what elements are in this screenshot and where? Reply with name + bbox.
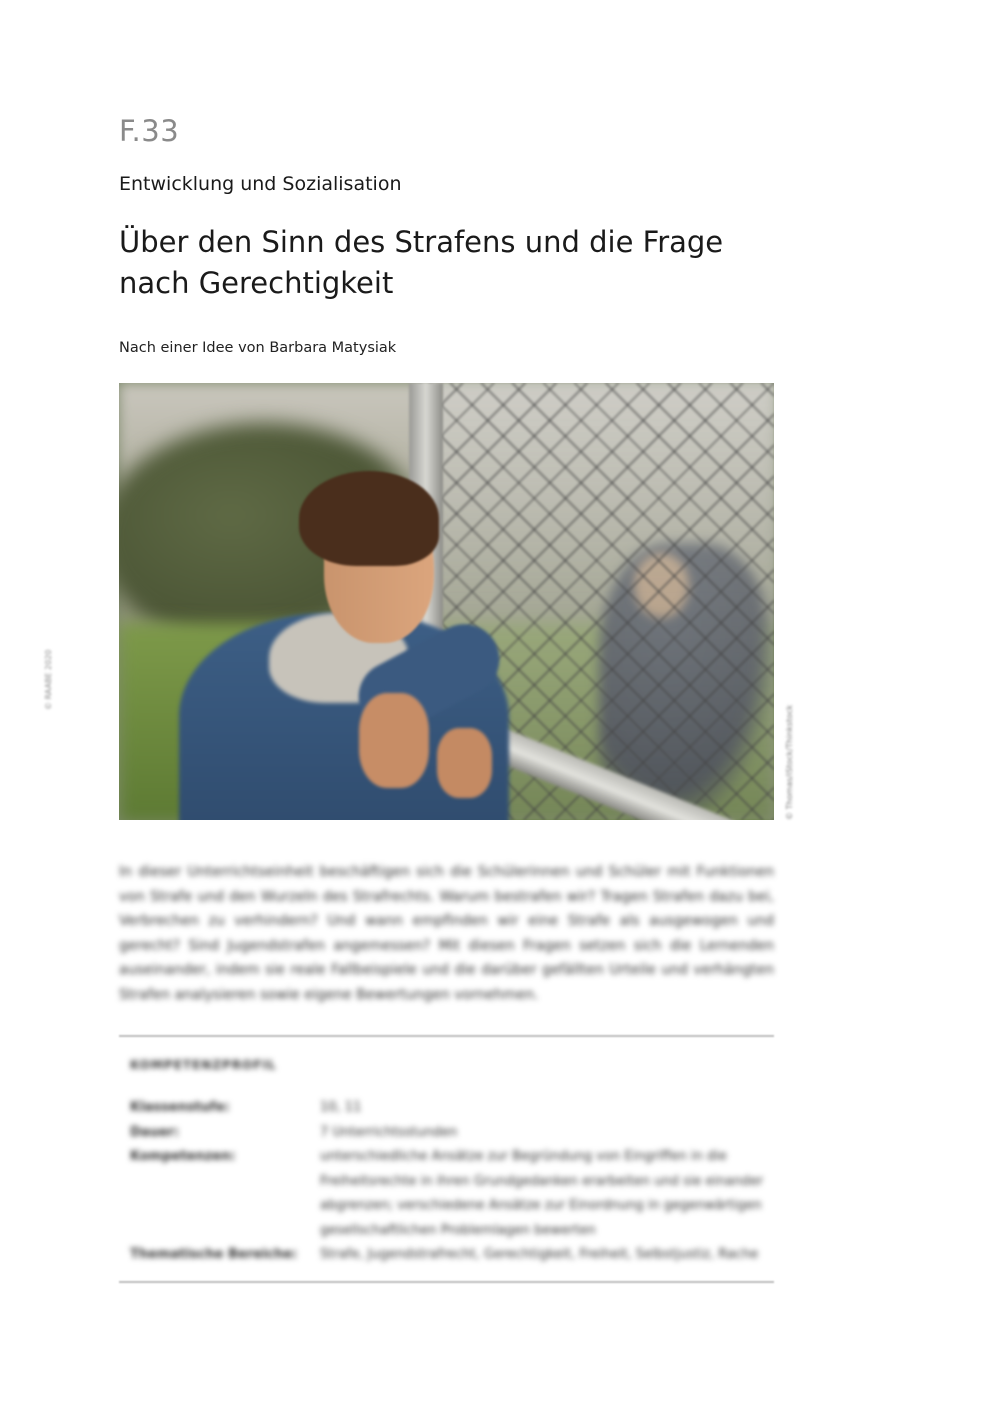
profile-table	[130, 1096, 770, 1268]
section-kicker: Entwicklung und Sozialisation	[119, 173, 402, 195]
profile-key: Klassenstufe:	[130, 1100, 230, 1115]
table-row	[130, 1145, 770, 1243]
profile-value: Strafe, Jugendstrafrecht, Gerechtigkeit, Freiheit, Selbstjustiz, Rache	[320, 1247, 759, 1262]
profile-key: Kompetenzen:	[130, 1149, 236, 1164]
photo-boy-hand	[359, 693, 429, 788]
chapter-number: F.33	[119, 114, 180, 148]
competence-profile	[130, 1058, 770, 1268]
profile-rule-bottom	[119, 1281, 774, 1283]
table-row	[130, 1096, 770, 1121]
page-title: Über den Sinn des Strafens und die Frage nach Gerechtigkeit	[119, 225, 724, 300]
profile-key: Dauer:	[130, 1124, 180, 1140]
profile-key: Thematische Bereiche:	[130, 1247, 298, 1262]
side-copyright: © RAABE 2020	[44, 649, 53, 710]
profile-value: 7 Unterrichtsstunden	[320, 1124, 458, 1140]
profile-rule-top	[119, 1035, 774, 1037]
cover-photo	[119, 383, 774, 820]
photo-boy-hand-right	[437, 728, 492, 798]
author-line: Nach einer Idee von Barbara Matysiak	[119, 340, 397, 356]
intro-paragraph: In dieser Unterrichtseinheit beschäftigen sich die Schülerinnen und Schüler mit Funktionen von Strafe und den Wurzeln des Strafrechts. Warum bestrafen wir? Tragen Strafen dazu bei, Verbrechen zu verhindern? Und wann empfinden wir eine Strafe als ausgewogen und gerecht? Sind Jugendstrafen angemessen? Mit diesen Fragen setzen sich die Lernenden auseinander, indem sie reale Fallbeispiele und die darüber gefällten Urteile und verhängten Strafen analysieren sowie eigene Bewertungen vornehmen.	[119, 864, 774, 1003]
table-row	[130, 1121, 770, 1146]
photo-credit: © Thomas/iStock/Thinkstock	[785, 704, 794, 820]
table-row	[130, 1243, 770, 1268]
photo-boy-hair	[299, 471, 439, 566]
profile-value: unterschiedliche Ansätze zur Begründung von Eingriffen in die Freiheitsrechte in ihren Grundgedanken erarbeiten und sie einander abgrenzen; verschiedene Ansätze zur Einordnung in gegenwärtigen gesellschaftlichen Problemlagen bewerten	[320, 1149, 764, 1238]
profile-value: 10, 11	[320, 1100, 362, 1115]
profile-heading: KOMPETENZPROFIL	[130, 1058, 277, 1072]
